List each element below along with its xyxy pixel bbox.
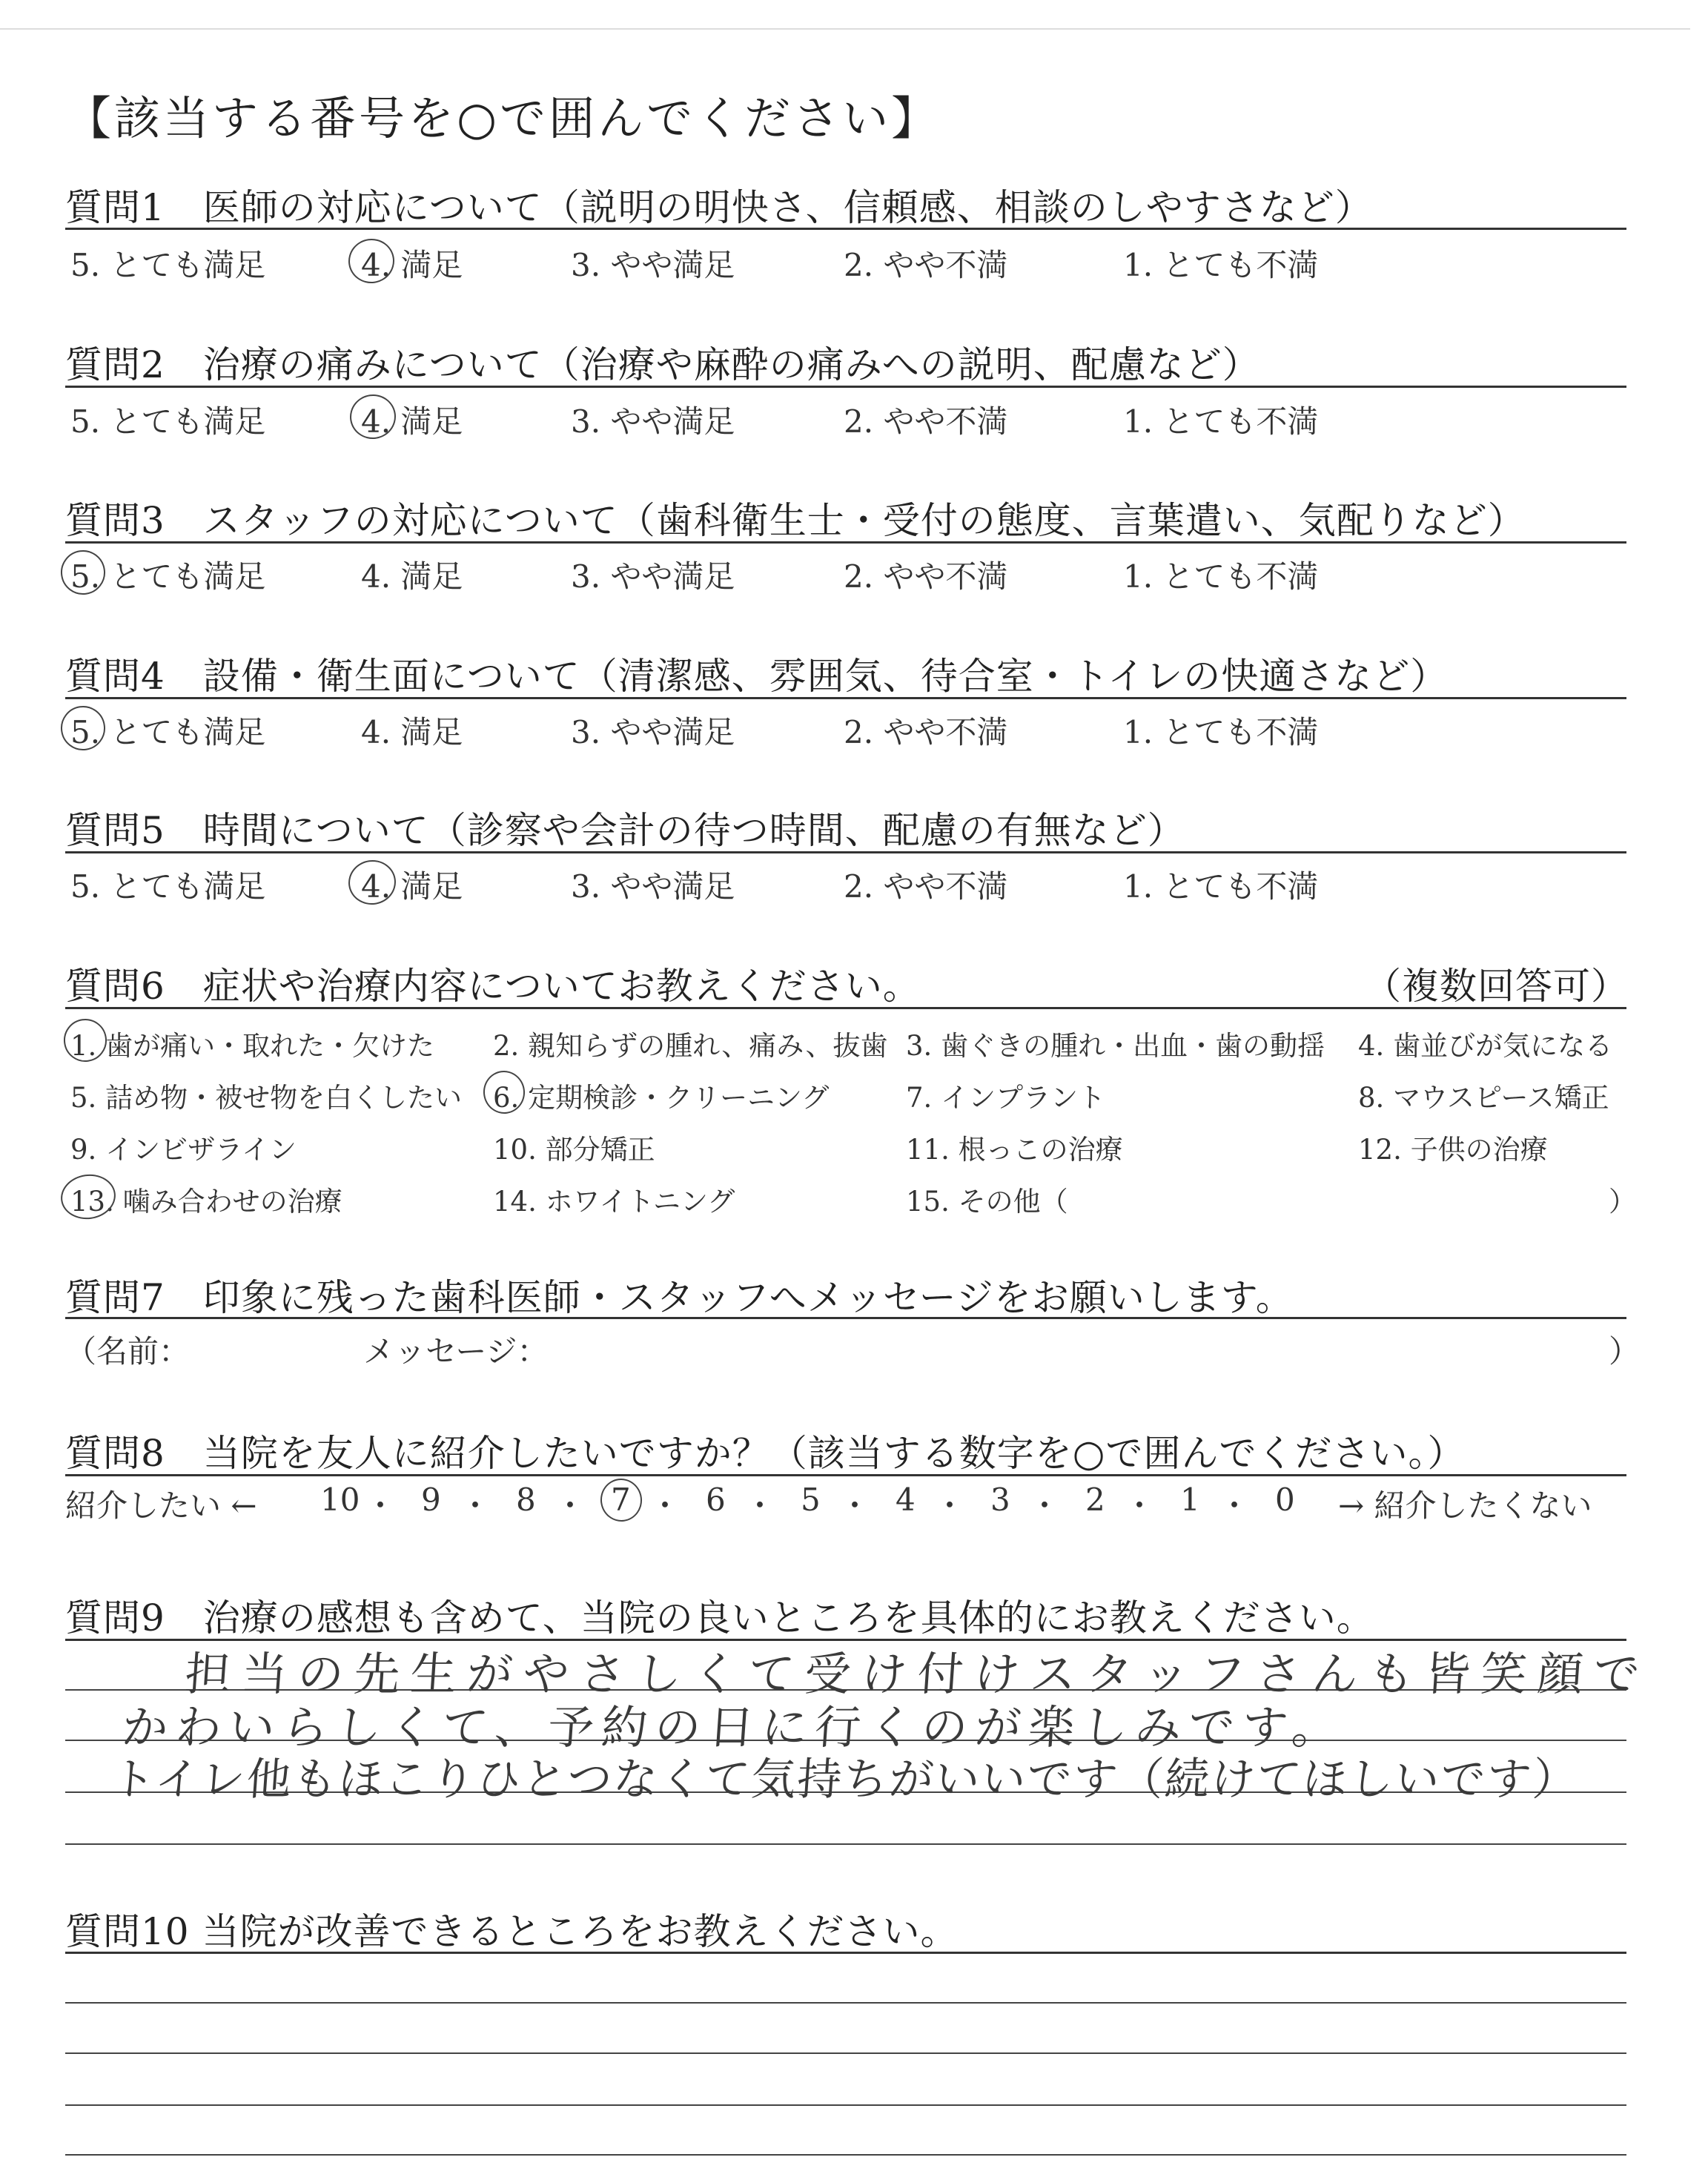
q8-selection-circle <box>598 1476 645 1524</box>
q5-rule <box>65 851 1626 853</box>
q2-option-3[interactable]: 3. やや満足 <box>571 403 735 440</box>
q8-scale-separator: ・ <box>1219 1487 1251 1524</box>
q9-handwritten-line-1: 担当の先生がやさしくて受け付けスタッフさんも皆笑顔で <box>183 1647 1652 1701</box>
q2-option-5[interactable]: 5. とても満足 <box>70 403 266 440</box>
q6-item-15-close: ） <box>1609 1186 1636 1218</box>
q4-option-2[interactable]: 2. やや不満 <box>844 714 1008 750</box>
q8-scale-separator: ・ <box>744 1487 776 1524</box>
q8-scale-separator: ・ <box>365 1487 397 1524</box>
q10-answer-line-2 <box>65 2052 1626 2054</box>
q8-scale-8[interactable]: 8 <box>516 1482 536 1518</box>
q8-scale-separator: ・ <box>649 1487 681 1524</box>
q1-rule <box>65 228 1626 230</box>
q8-scale-3[interactable]: 3 <box>990 1482 1010 1518</box>
q3-option-4[interactable]: 4. 満足 <box>361 558 463 595</box>
top-edge-line <box>0 28 1690 30</box>
q6-item-9[interactable]: 9. インビザライン <box>70 1134 297 1166</box>
q8-scale-separator: ・ <box>555 1487 586 1524</box>
q6-item-7[interactable]: 7. インプラント <box>906 1082 1106 1114</box>
q2-title: 質問2 治療の痛みについて（治療や麻酔の痛みへの説明、配慮など） <box>65 343 1260 386</box>
q4-title: 質問4 設備・衛生面について（清潔感、雰囲気、待合室・トイレの快適さなど） <box>65 655 1449 698</box>
q1-option-3[interactable]: 3. やや満足 <box>571 247 735 283</box>
q9-title: 質問9 治療の感想も含めて、当院の良いところを具体的にお教えください。 <box>65 1596 1374 1639</box>
q1-option-5[interactable]: 5. とても満足 <box>70 247 266 283</box>
q10-title: 質問10 当院が改善できるところをお教えください。 <box>65 1910 959 1953</box>
q5-option-4[interactable]: 4. 満足 <box>361 868 463 905</box>
q6-item-11[interactable]: 11. 根っこの治療 <box>906 1134 1123 1166</box>
q9-handwritten-line-3: トイレ他もほこりひとつなくて気持ちがいいです（続けてほしいです） <box>109 1754 1580 1806</box>
q4-rule <box>65 697 1626 699</box>
q4-option-3[interactable]: 3. やや満足 <box>571 714 735 750</box>
q8-scale-6[interactable]: 6 <box>706 1482 726 1518</box>
q8-rule <box>65 1474 1626 1476</box>
q6-item-12[interactable]: 12. 子供の治療 <box>1358 1134 1548 1166</box>
q9-handwritten-line-2: かわいらしくて、予約の日に行くのが楽しみです。 <box>120 1700 1348 1754</box>
q6-item-2[interactable]: 2. 親知らずの腫れ、痛み、抜歯 <box>493 1030 888 1062</box>
q6-item-13[interactable]: 13. 噛み合わせの治療 <box>70 1186 342 1218</box>
q7-title: 質問7 印象に残った歯科医師・スタッフへメッセージをお願いします。 <box>65 1276 1294 1319</box>
q1-option-1[interactable]: 1. とても不満 <box>1123 247 1319 283</box>
q6-item-8[interactable]: 8. マウスピース矯正 <box>1358 1082 1609 1114</box>
q8-right-label: → 紹介したくない <box>1338 1487 1592 1524</box>
q5-option-2[interactable]: 2. やや不満 <box>844 868 1008 905</box>
q6-item-6[interactable]: 6. 定期検診・クリーニング <box>493 1082 830 1114</box>
q8-scale-separator: ・ <box>1029 1487 1061 1524</box>
page-heading: 【該当する番号を○で囲んでください】 <box>65 91 941 145</box>
q5-option-5[interactable]: 5. とても満足 <box>70 868 266 905</box>
q8-scale-7[interactable]: 7 <box>611 1482 631 1518</box>
q3-option-3[interactable]: 3. やや満足 <box>571 558 735 595</box>
q3-option-1[interactable]: 1. とても不満 <box>1123 558 1319 595</box>
q10-answer-line-3 <box>65 2104 1626 2106</box>
q6-item-1[interactable]: 1. 歯が痛い・取れた・欠けた <box>70 1030 435 1062</box>
q8-scale-separator: ・ <box>460 1487 491 1524</box>
q2-option-1[interactable]: 1. とても不満 <box>1123 403 1319 440</box>
q8-scale-10[interactable]: 10 <box>320 1482 360 1518</box>
q8-title: 質問8 当院を友人に紹介したいですか？（該当する数字を○で囲んでください。） <box>65 1432 1466 1475</box>
q4-option-4[interactable]: 4. 満足 <box>361 714 463 750</box>
q8-scale-0[interactable]: 0 <box>1275 1482 1295 1518</box>
q5-title: 質問5 時間について（診察や会計の待つ時間、配慮の有無など） <box>65 809 1185 852</box>
q3-option-2[interactable]: 2. やや不満 <box>844 558 1008 595</box>
q1-option-2[interactable]: 2. やや不満 <box>844 247 1008 283</box>
q10-answer-line-4 <box>65 2154 1626 2156</box>
q8-scale-separator: ・ <box>1124 1487 1156 1524</box>
q5-option-1[interactable]: 1. とても不満 <box>1123 868 1319 905</box>
q8-scale-2[interactable]: 2 <box>1085 1482 1105 1518</box>
q8-scale-1[interactable]: 1 <box>1180 1482 1200 1518</box>
q6-title: 質問6 症状や治療内容についてお教えください。 <box>65 965 921 1008</box>
q6-item-15[interactable]: 15. その他（ <box>906 1186 1068 1218</box>
q8-scale-separator: ・ <box>839 1487 871 1524</box>
q6-item-3[interactable]: 3. 歯ぐきの腫れ・出血・歯の動揺 <box>906 1030 1325 1062</box>
q7-rule <box>65 1317 1626 1319</box>
q1-option-4[interactable]: 4. 満足 <box>361 247 463 283</box>
q1-title: 質問1 医師の対応について（説明の明快さ、信頼感、相談のしやすさなど） <box>65 186 1373 229</box>
q5-option-3[interactable]: 3. やや満足 <box>571 868 735 905</box>
q2-option-2[interactable]: 2. やや不満 <box>844 403 1008 440</box>
q6-item-10[interactable]: 10. 部分矯正 <box>493 1134 655 1166</box>
q3-option-5[interactable]: 5. とても満足 <box>70 558 266 595</box>
q10-rule <box>65 1952 1626 1954</box>
q4-option-1[interactable]: 1. とても不満 <box>1123 714 1319 750</box>
q2-option-4[interactable]: 4. 満足 <box>361 403 463 440</box>
q8-scale-separator: ・ <box>934 1487 966 1524</box>
q6-item-5[interactable]: 5. 詰め物・被せ物を白くしたい <box>70 1082 463 1114</box>
q8-scale-4[interactable]: 4 <box>896 1482 916 1518</box>
q2-rule <box>65 386 1626 388</box>
q6-item-14[interactable]: 14. ホワイトニング <box>493 1186 735 1218</box>
q8-scale-9[interactable]: 9 <box>421 1482 441 1518</box>
q8-left-label: 紹介したい ← <box>65 1487 257 1524</box>
q6-rule <box>65 1007 1626 1009</box>
q7-close-paren: ） <box>1609 1333 1641 1370</box>
q6-multiple-note: （複数回答可） <box>1364 965 1629 1008</box>
q3-rule <box>65 541 1626 544</box>
q7-message-label: メッセージ： <box>363 1333 549 1370</box>
q10-answer-line-1 <box>65 2002 1626 2004</box>
q8-scale-5[interactable]: 5 <box>801 1482 821 1518</box>
q4-option-5[interactable]: 5. とても満足 <box>70 714 266 750</box>
q6-item-4[interactable]: 4. 歯並びが気になる <box>1358 1030 1613 1062</box>
q7-name-label: （名前： <box>65 1333 191 1370</box>
q9-answer-line-4 <box>65 1843 1626 1845</box>
q3-title: 質問3 スタッフの対応について（歯科衛生士・受付の態度、言葉遣い、気配りなど） <box>65 499 1526 542</box>
